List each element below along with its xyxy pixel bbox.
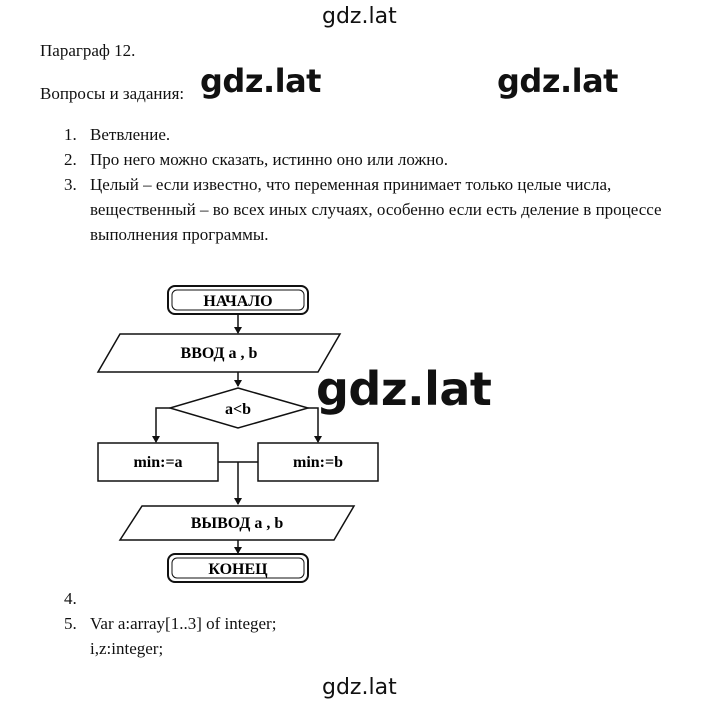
watermark-large: gdz.lat xyxy=(316,362,492,416)
flow-output-label: ВЫВОД a , b xyxy=(190,515,284,532)
paragraph-title: Параграф 12. xyxy=(40,41,136,60)
answer-text xyxy=(90,586,714,611)
flow-input-label: ВВОД a , b xyxy=(180,345,258,362)
answer-text: Ветвление. xyxy=(90,125,171,144)
watermark-bold-right: gdz.lat xyxy=(497,62,618,100)
answer-number: 2. xyxy=(64,150,77,169)
answer-list-continued xyxy=(64,586,714,661)
watermark-bold-left: gdz.lat xyxy=(200,62,321,100)
flow-right-assign-label: min:=b xyxy=(292,454,344,471)
watermark-bottom: gdz.lat xyxy=(322,675,397,700)
flow-end-label: КОНЕЦ xyxy=(208,561,268,578)
answer-item-5 xyxy=(64,611,714,636)
answer-text: Про него можно сказать, истинно оно или ложно. xyxy=(90,150,449,169)
answer-item-5-cont xyxy=(64,636,714,661)
answer-item-4 xyxy=(64,586,714,611)
questions-heading: Вопросы и задания: xyxy=(40,84,185,103)
answer-code-line-2: i,z:integer; xyxy=(90,639,164,658)
answer-number-spacer xyxy=(64,636,90,661)
answer-number: 5. xyxy=(64,614,77,633)
answer-code-line-1: Var a:array[1..3] of integer; xyxy=(90,614,277,633)
answer-number: 4. xyxy=(64,589,77,608)
answer-text: Целый – если известно, что переменная принимает только целые числа, вещественный – во всех иных случаях, особенно если есть деление в процессе выполнения программы. xyxy=(90,175,662,244)
flow-left-assign-label: min:=a xyxy=(133,454,183,471)
answer-number: 3. xyxy=(64,175,77,194)
answer-number: 1. xyxy=(64,125,77,144)
watermark-top: gdz.lat xyxy=(322,4,397,29)
flow-start-label: НАЧАЛО xyxy=(203,293,273,310)
flow-branch-left xyxy=(156,408,170,442)
flow-condition-label: a<b xyxy=(224,401,252,418)
